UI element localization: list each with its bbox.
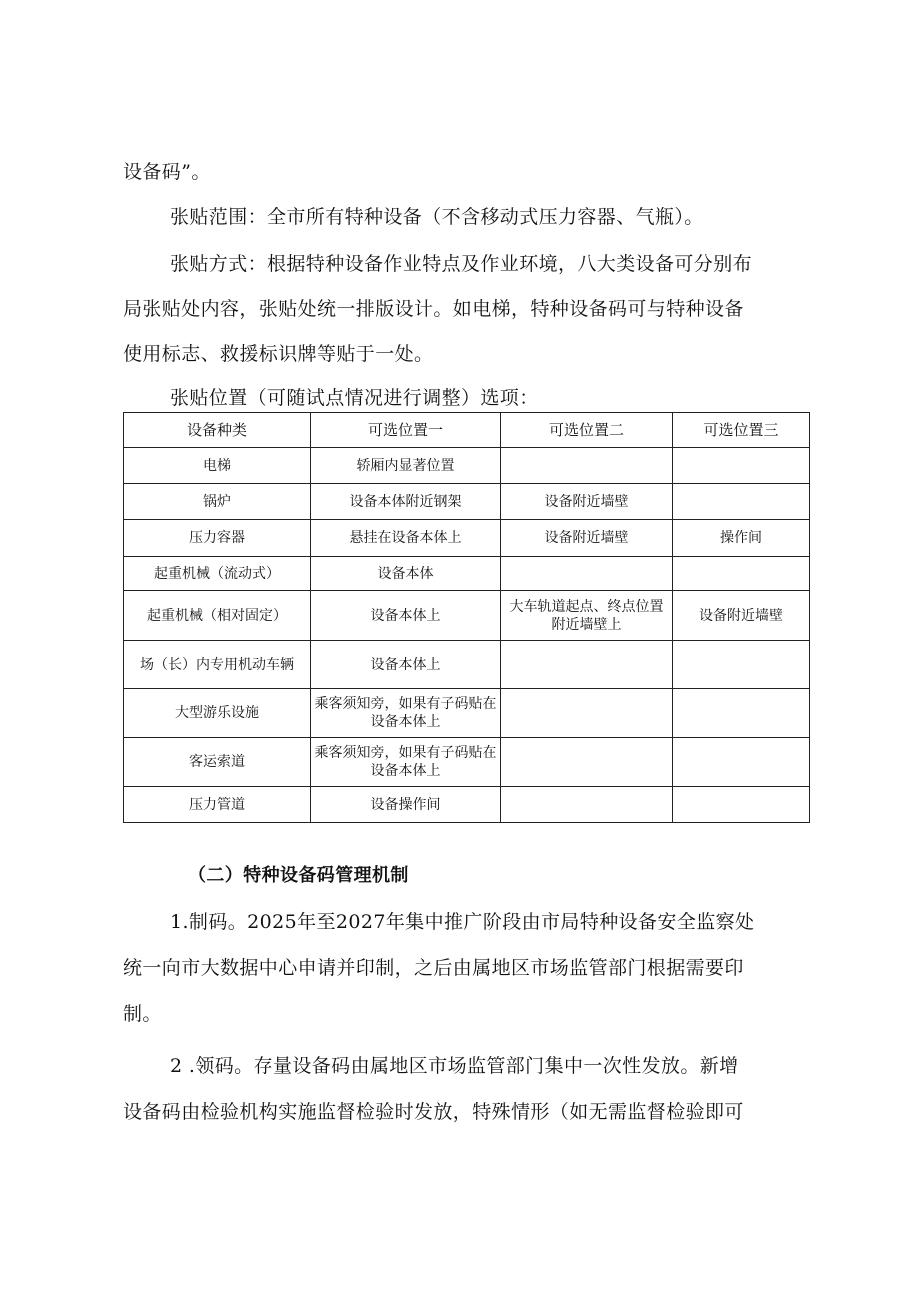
table-cell: 大型游乐设施 bbox=[124, 689, 311, 738]
table-cell bbox=[501, 689, 673, 738]
table-row bbox=[124, 641, 810, 689]
section-line-3: 制。 bbox=[123, 1003, 162, 1025]
table-cell bbox=[673, 484, 810, 520]
table-cell: 客运索道 bbox=[124, 738, 311, 787]
para-line-5: 使用标志、救援标识牌等贴于一处。 bbox=[123, 343, 434, 365]
table-row bbox=[124, 591, 810, 641]
table-cell: 设备附近墙壁 bbox=[673, 591, 810, 641]
table-cell: 悬挂在设备本体上 bbox=[311, 520, 501, 557]
table-row bbox=[124, 689, 810, 738]
table-row bbox=[124, 520, 810, 557]
table-cell bbox=[673, 641, 810, 689]
table-cell: 压力容器 bbox=[124, 520, 311, 557]
table-cell: 设备附近墙壁 bbox=[501, 520, 673, 557]
table-cell: 起重机械（相对固定） bbox=[124, 591, 311, 641]
table-cell: 大车轨道起点、终点位置附近墙壁上 bbox=[501, 591, 673, 641]
table-cell bbox=[501, 787, 673, 823]
table-cell: 设备本体上 bbox=[311, 591, 501, 641]
table-caption: 张贴位置（可随试点情况进行调整）选项： bbox=[170, 387, 539, 409]
section-line-2: 统一向市大数据中心申请并印制，之后由属地区市场监管部门根据需要印 bbox=[123, 957, 744, 979]
header-option-1: 可选位置一 bbox=[311, 413, 501, 448]
table-row bbox=[124, 484, 810, 520]
table-header-row bbox=[124, 413, 810, 448]
section-line-1: 1.制码。2025年至2027年集中推广阶段由市局特种设备安全监察处 bbox=[170, 911, 755, 933]
table-cell: 设备本体附近钢架 bbox=[311, 484, 501, 520]
header-option-3: 可选位置三 bbox=[673, 413, 810, 448]
section-heading: （二）特种设备码管理机制 bbox=[188, 865, 409, 886]
header-equipment-type: 设备种类 bbox=[124, 413, 311, 448]
table-cell: 乘客须知旁，如果有子码贴在设备本体上 bbox=[311, 738, 501, 787]
table-cell: 操作间 bbox=[673, 520, 810, 557]
table-cell bbox=[501, 738, 673, 787]
table-cell: 场（长）内专用机动车辆 bbox=[124, 641, 311, 689]
table-row bbox=[124, 738, 810, 787]
table-cell bbox=[501, 557, 673, 591]
table-cell: 设备附近墙壁 bbox=[501, 484, 673, 520]
header-option-2: 可选位置二 bbox=[501, 413, 673, 448]
mounting-location-table bbox=[123, 412, 810, 823]
table-cell: 轿厢内显著位置 bbox=[311, 448, 501, 484]
table-cell bbox=[673, 738, 810, 787]
table-row bbox=[124, 448, 810, 484]
table-cell bbox=[673, 557, 810, 591]
table-cell: 设备操作间 bbox=[311, 787, 501, 823]
table-cell bbox=[501, 641, 673, 689]
table-cell: 乘客须知旁，如果有子码贴在设备本体上 bbox=[311, 689, 501, 738]
table-cell: 压力管道 bbox=[124, 787, 311, 823]
section-line-4: 2 .领码。存量设备码由属地区市场监管部门集中一次性发放。新增 bbox=[170, 1055, 739, 1077]
section-line-5: 设备码由检验机构实施监督检验时发放，特殊情形（如无需监督检验即可 bbox=[123, 1101, 744, 1123]
table-cell bbox=[501, 448, 673, 484]
table-cell: 锅炉 bbox=[124, 484, 311, 520]
para-line-3: 张贴方式：根据特种设备作业特点及作业环境，八大类设备可分别布 bbox=[170, 253, 753, 275]
para-line-1: 设备码”。 bbox=[123, 161, 211, 183]
table-cell: 设备本体上 bbox=[311, 641, 501, 689]
table-row bbox=[124, 787, 810, 823]
table-cell: 设备本体 bbox=[311, 557, 501, 591]
table-cell bbox=[673, 787, 810, 823]
table-cell bbox=[673, 448, 810, 484]
table-cell: 电梯 bbox=[124, 448, 311, 484]
para-line-2: 张贴范围：全市所有特种设备（不含移动式压力容器、气瓶）。 bbox=[170, 206, 704, 228]
table-cell: 起重机械（流动式） bbox=[124, 557, 311, 591]
table-row bbox=[124, 557, 810, 591]
table-cell bbox=[673, 689, 810, 738]
para-line-4: 局张贴处内容，张贴处统一排版设计。如电梯，特种设备码可与特种设备 bbox=[123, 298, 744, 320]
